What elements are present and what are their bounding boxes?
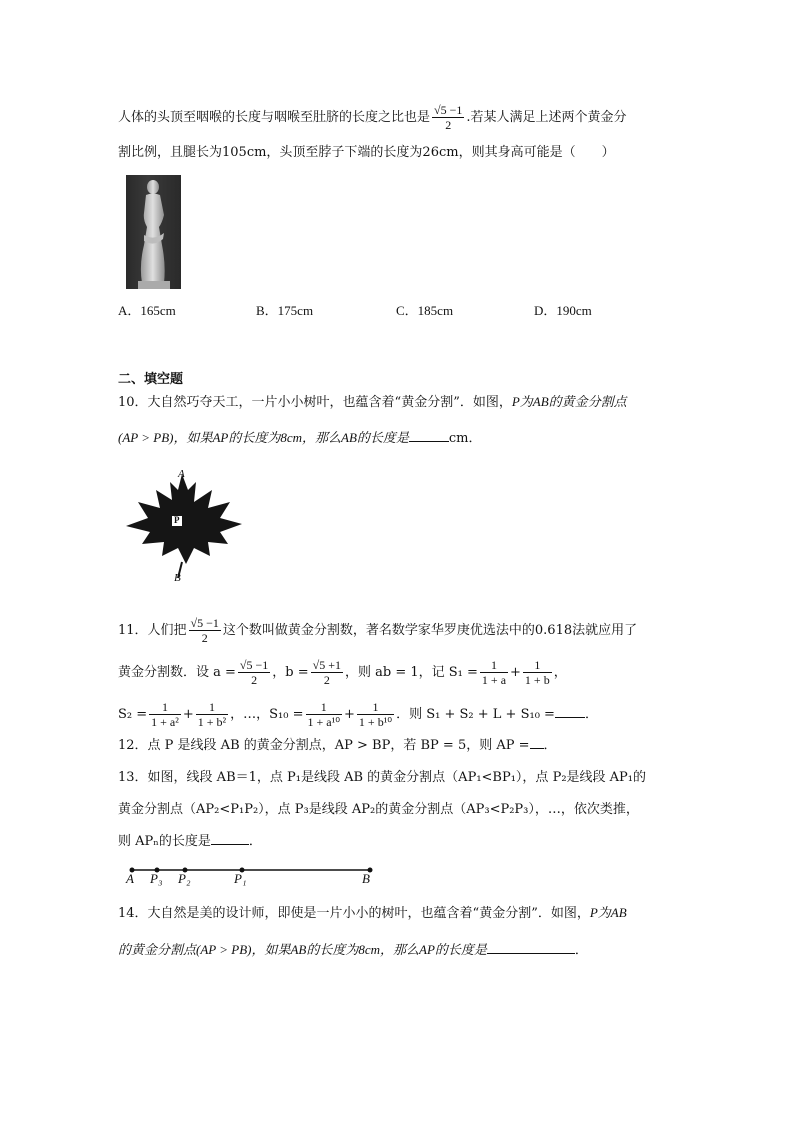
q9-line1: 人体的头顶至咽喉的长度与咽喉至肚脐的长度之比也是 $\frac{√5 -1}{2}$ .若某人满足上述两个黄金分 — [118, 103, 627, 132]
q11-line3: S₂ = $\frac{1}{\text{1 + a²}}$ + $\frac{1}{\text{1 + b²}}$ ，…，S₁₀ = $\frac{1}{\text{1 + a¹⁰}}$ + $\frac{1}{\text{1 + b¹⁰}}$ ．则 S₁ + S₂ + L + S₁₀ = ． — [118, 700, 598, 729]
segment-figure — [124, 860, 384, 890]
option-b[interactable]: B．175cm — [256, 303, 314, 318]
seg-label-p3: P₃ — [150, 871, 163, 886]
q11-line2: 黄金分割数．设 a = $\frac{√5 -1}{2}$ ，b = $\frac{√5 +1}{2}$ ，则 ab = 1，记 S₁ = $\frac{1}{1 + a}$ + $\frac{1}{1 + b}$ ， — [118, 658, 567, 687]
option-a[interactable]: A．165cm — [118, 303, 176, 318]
q12-answer-blank[interactable] — [530, 736, 544, 749]
q10-line2: (AP > PB)，如果AP的长度为8cm，那么AB的长度是 cm． — [118, 430, 482, 446]
q10-answer-blank[interactable] — [409, 429, 449, 442]
q9-text: 人体的头顶至咽喉的长度与咽喉至肚脐的长度之比也是 — [118, 110, 431, 125]
option-c[interactable]: C．185cm — [396, 303, 454, 318]
section-heading: 二、填空题 — [118, 372, 184, 387]
leaf-label-p: P — [174, 515, 180, 525]
q11-line1: 11．人们把 $\frac{√5 -1}{2}$ 这个数叫做黄金分割数，著名数学家华罗庚优选法中的0.618法就应用了 — [118, 616, 638, 645]
statue-icon — [126, 175, 181, 289]
seg-label-b: B — [362, 871, 370, 886]
option-d[interactable]: D．190cm — [534, 303, 592, 318]
venus-statue-image — [126, 175, 181, 289]
q13-line1: 13．如图，线段 AB＝1，点 P₁是线段 AB 的黄金分割点（AP₁<BP₁），点 P₂是线段 AP₁的 — [118, 770, 647, 785]
segment-line-icon — [124, 863, 384, 875]
leaf-label-a: A — [178, 468, 185, 480]
seg-label-p2: P₂ — [178, 871, 191, 886]
q10-line1: 10．大自然巧夺天工，一片小小树叶，也蕴含着“黄金分割”．如图，P为AB的黄金分割点 — [118, 394, 627, 410]
maple-leaf-icon — [120, 468, 250, 588]
seg-label-p1: P₁ — [234, 871, 247, 886]
q14-line1: 14．大自然是美的设计师，即使是一片小小的树叶，也蕴含着“黄金分割”．如图，P为AB — [118, 905, 627, 921]
q9-line2: 割比例，且腿长为105cm，头顶至脖子下端的长度为26cm，则其身高可能是（ ） — [118, 145, 615, 160]
q13-answer-blank[interactable] — [211, 832, 249, 845]
leaf-label-b: B — [174, 572, 181, 584]
q14-answer-blank[interactable] — [487, 941, 575, 954]
q14-line2: 的黄金分割点(AP > PB)，如果AB的长度为8cm，那么AP的长度是 ． — [118, 942, 588, 958]
maple-leaf-figure — [120, 468, 250, 588]
q9-fraction: $\frac{√5 -1}{2}$ — [434, 103, 463, 132]
q13-line2: 黄金分割点（AP₂<P₁P₂），点 P₃是线段 AP₂的黄金分割点（AP₃<P₂P₃），…，依次类推， — [118, 802, 639, 817]
seg-label-a: A — [126, 871, 134, 886]
q12-line: 12．点 P 是线段 AB 的黄金分割点，AP > BP，若 BP = 5，则 AP = ． — [118, 738, 557, 753]
q11-answer-blank[interactable] — [555, 705, 585, 718]
q13-line3: 则 APₙ的长度是 ． — [118, 834, 262, 849]
